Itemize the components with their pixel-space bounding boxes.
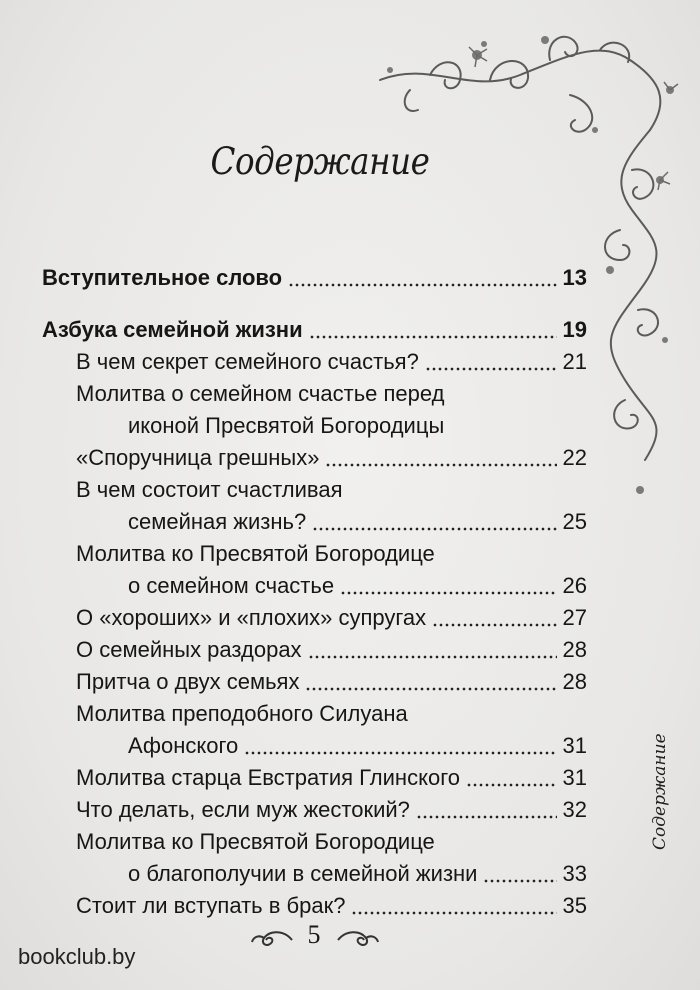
- toc-entry-page: 31: [562, 765, 587, 790]
- toc-entry: [42, 858, 587, 890]
- dot-leader: [288, 283, 556, 287]
- toc-entry-title: Азбука семейной жизни: [42, 317, 303, 342]
- toc-entry-title: Что делать, если муж жестокий?: [76, 797, 410, 822]
- toc-entry: [42, 762, 587, 794]
- page-number-block: [250, 920, 380, 960]
- toc-entry-title: Вступительное слово: [42, 265, 283, 290]
- toc-entry: [42, 890, 587, 922]
- toc-entry: [42, 634, 587, 666]
- toc-entry: [42, 346, 587, 378]
- toc-entry: [42, 506, 587, 538]
- toc-entry-page: 31: [562, 733, 587, 758]
- toc-entry: [42, 442, 587, 474]
- toc-entry-title: «Споручница грешных»: [76, 445, 320, 470]
- toc-entry-title: Притча о двух семьях: [76, 669, 300, 694]
- toc-entry-page: 28: [562, 637, 587, 662]
- dot-leader: [432, 623, 556, 627]
- toc-entry-page: 33: [562, 861, 587, 886]
- toc-entry-title: о благополучии в семейной жизни: [128, 861, 478, 886]
- toc-entry-title: Стоит ли вступать в брак?: [76, 893, 346, 918]
- toc-entry-title: О семейных раздорах: [76, 637, 302, 662]
- toc-entry-title: Афонского: [128, 733, 239, 758]
- toc-entry: [42, 602, 587, 634]
- toc-entry: [42, 314, 587, 346]
- toc-entry-page: 25: [562, 509, 587, 534]
- toc-entry-line: Молитва ко Пресвятой Богородице: [76, 541, 435, 566]
- toc-entry-line: Молитва ко Пресвятой Богородице: [76, 829, 435, 854]
- toc-entry-page: 32: [562, 797, 587, 822]
- toc-entry: [42, 730, 587, 762]
- toc-entry: [42, 666, 587, 698]
- toc-entry-title: Молитва старца Евстратия Глинского: [76, 765, 460, 790]
- toc-entry-page: 26: [562, 573, 587, 598]
- dot-leader: [351, 911, 556, 915]
- dot-leader: [312, 527, 556, 531]
- toc-entry-line: Молитва преподобного Силуана: [76, 701, 408, 726]
- page-number: 5: [307, 920, 321, 949]
- dot-leader: [416, 815, 557, 819]
- dot-leader: [466, 783, 557, 787]
- dot-leader: [244, 751, 556, 755]
- toc-entry-page: 19: [562, 317, 587, 342]
- watermark: bookclub.by: [18, 944, 136, 969]
- toc-entry-title: В чем секрет семейного счастья?: [76, 349, 419, 374]
- toc-entry-page: 28: [562, 669, 587, 694]
- toc-entry-line: Молитва о семейном счастье перед: [76, 381, 445, 406]
- right-flourish-icon: [336, 928, 380, 952]
- toc-entry-title: семейная жизнь?: [128, 509, 307, 534]
- dot-leader: [483, 879, 556, 883]
- page-title: Содержание: [210, 140, 430, 183]
- toc-entry: [42, 262, 587, 294]
- toc-entry-page: 21: [562, 349, 587, 374]
- dot-leader: [305, 687, 556, 691]
- toc-entry-page: 27: [562, 605, 587, 630]
- running-head: Содержание: [650, 733, 670, 850]
- table-of-contents: [42, 262, 587, 922]
- toc-entry-title: о семейном счастье: [128, 573, 335, 598]
- left-flourish-icon: [250, 928, 294, 952]
- toc-entry-page: 22: [562, 445, 587, 470]
- dot-leader: [309, 335, 557, 339]
- toc-entry-line: иконой Пресвятой Богородицы: [128, 413, 445, 438]
- toc-entry-page: 13: [562, 265, 587, 290]
- toc-entry: [42, 794, 587, 826]
- toc-entry-line: В чем состоит счастливая: [76, 477, 343, 502]
- dot-leader: [325, 463, 556, 467]
- toc-entry-title: О «хороших» и «плохих» супругах: [76, 605, 427, 630]
- toc-entry: [42, 570, 587, 602]
- dot-leader: [340, 591, 556, 595]
- dot-leader: [308, 655, 557, 659]
- toc-entry-page: 35: [562, 893, 587, 918]
- dot-leader: [425, 367, 557, 371]
